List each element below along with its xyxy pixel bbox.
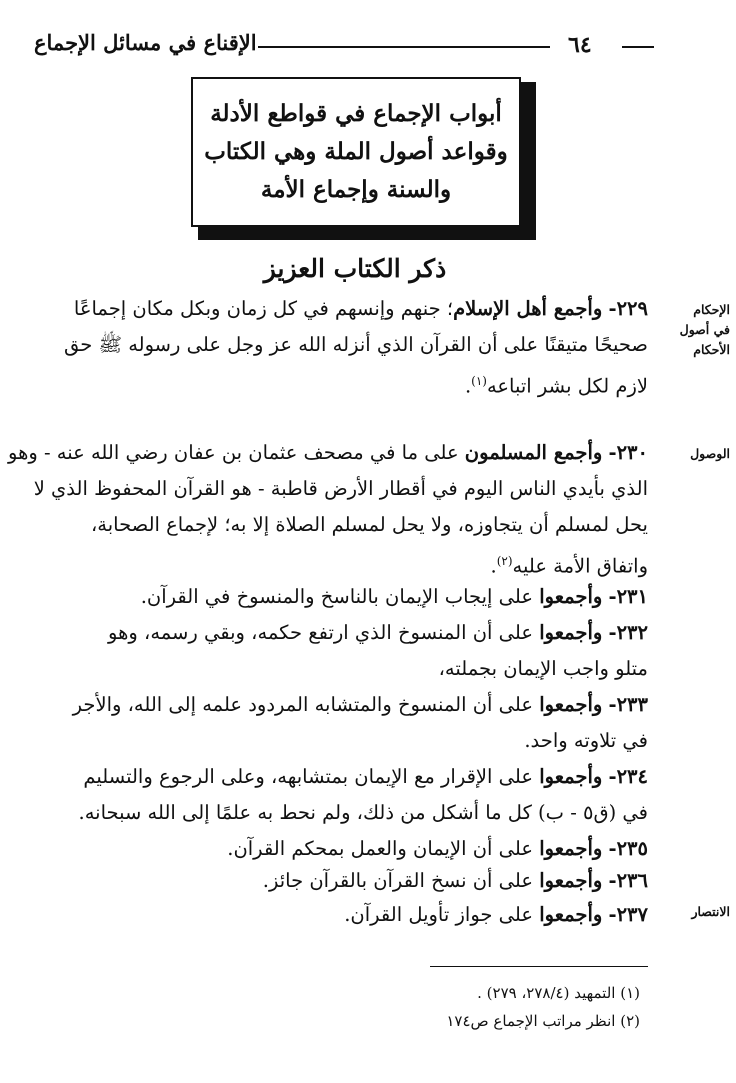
- header-rule-middle: [258, 46, 550, 48]
- paragraph-229-line-1: ٢٢٩- وأجمع أهل الإسلام؛ جنهم وإنسهم في كل زمان وبكل مكان إجماعًا: [73, 297, 648, 320]
- paragraph-keyword: وأجمعوا: [539, 869, 603, 892]
- footnote-ref: (١): [471, 374, 487, 388]
- paragraph-keyword: وأجمعوا: [539, 765, 603, 788]
- paragraph-232-line-1: ٢٣٢- وأجمعوا على أن المنسوخ الذي ارتفع حكمه، وبقي رسمه، وهو: [108, 621, 648, 644]
- paragraph-234-line-2: في (ق٥ - ب) كل ما أشكل من ذلك، ولم نحط به علمًا إلى الله سبحانه.: [78, 801, 648, 824]
- paragraph-232-line-2: متلو واجب الإيمان بجملته،: [438, 657, 648, 680]
- paragraph-number: ٢٣٧-: [608, 903, 648, 926]
- chapter-box: [191, 77, 521, 227]
- margin-note-ahkam: الإحكام في أصول الأحكام: [679, 302, 730, 357]
- paragraph-keyword: وأجمعوا: [539, 621, 603, 644]
- paragraph-231: ٢٣١- وأجمعوا على إيجاب الإيمان بالناسخ والمنسوخ في القرآن.: [140, 585, 648, 608]
- paragraph-number: ٢٣٥-: [608, 837, 648, 860]
- paragraph-number: ٢٢٩-: [608, 297, 648, 320]
- paragraph-237: ٢٣٧- وأجمعوا على جواز تأويل القرآن.: [344, 903, 648, 926]
- paragraph-235: ٢٣٥- وأجمعوا على أن الإيمان والعمل بمحكم القرآن.: [227, 837, 648, 860]
- paragraph-230-line-1: ٢٣٠- وأجمع المسلمون على ما في مصحف عثمان بن عفان رضي الله عنه - وهو: [8, 441, 648, 464]
- header-rule-right: [622, 46, 654, 48]
- paragraph-234-line-1: ٢٣٤- وأجمعوا على الإقرار مع الإيمان بمتشابهه، وعلى الرجوع والتسليم: [83, 765, 648, 788]
- margin-note-wusul: الوصول: [690, 446, 730, 461]
- paragraph-number: ٢٣١-: [608, 585, 648, 608]
- paragraph-229-line-2: صحيحًا متيقنًا على أن القرآن الذي أنزله الله عز وجل على رسوله ﷺ حق: [63, 333, 648, 356]
- margin-note-intisar: الانتصار: [691, 904, 730, 919]
- footnote-2: (٢) انظر مراتب الإجماع ص١٧٤: [446, 1012, 640, 1030]
- page-number: ٦٤: [568, 32, 592, 58]
- paragraph-230-line-2: الذي بأيدي الناس اليوم في أقطار الأرض قاطبة - هو القرآن المحفوظ الذي لا: [33, 477, 648, 500]
- paragraph-number: ٢٣٦-: [608, 869, 648, 892]
- paragraph-keyword: وأجمعوا: [539, 837, 603, 860]
- paragraph-number: ٢٣٠-: [608, 441, 648, 464]
- paragraph-keyword: وأجمعوا: [539, 585, 603, 608]
- paragraph-keyword: وأجمع أهل الإسلام: [453, 297, 603, 320]
- paragraph-236: ٢٣٦- وأجمعوا على أن نسخ القرآن بالقرآن جائز.: [262, 869, 648, 892]
- footnote-ref: (٢): [496, 554, 513, 568]
- footnote-1: (١) التمهيد (٢٧٨/٤، ٢٧٩) .: [477, 984, 640, 1002]
- running-title: الإقناع في مسائل الإجماع: [34, 30, 257, 55]
- chapter-title-line-2: وقواعد أصول الملة وهي الكتاب: [204, 138, 508, 165]
- section-title: ذكر الكتاب العزيز: [263, 254, 447, 283]
- paragraph-number: ٢٣٤-: [608, 765, 648, 788]
- footnote-rule: [430, 966, 648, 967]
- paragraph-keyword: وأجمع المسلمون: [464, 441, 603, 464]
- paragraph-229-line-3: لازم لكل بشر اتباعه$^{(١)}$.: [464, 374, 648, 398]
- paragraph-keyword: وأجمعوا: [539, 903, 603, 926]
- chapter-title-line-3: والسنة وإجماع الأمة: [260, 176, 452, 203]
- paragraph-230-line-4: واتفاق الأمة عليه$^{(٢)}$.: [490, 554, 648, 578]
- paragraph-233-line-1: ٢٣٣- وأجمعوا على أن المنسوخ والمتشابه المردود علمه إلى الله، والأجر: [72, 693, 648, 716]
- paragraph-number: ٢٣٣-: [608, 693, 648, 716]
- paragraph-keyword: وأجمعوا: [539, 693, 603, 716]
- paragraph-230-line-3: يحل لمسلم أن يتجاوزه، ولا يحل لمسلم الصلاة إلا به؛ لإجماع الصحابة،: [90, 513, 648, 536]
- paragraph-233-line-2: في تلاوته واحد.: [524, 729, 648, 752]
- chapter-title-line-1: أبواب الإجماع في قواطع الأدلة: [210, 100, 502, 127]
- paragraph-number: ٢٣٢-: [608, 621, 648, 644]
